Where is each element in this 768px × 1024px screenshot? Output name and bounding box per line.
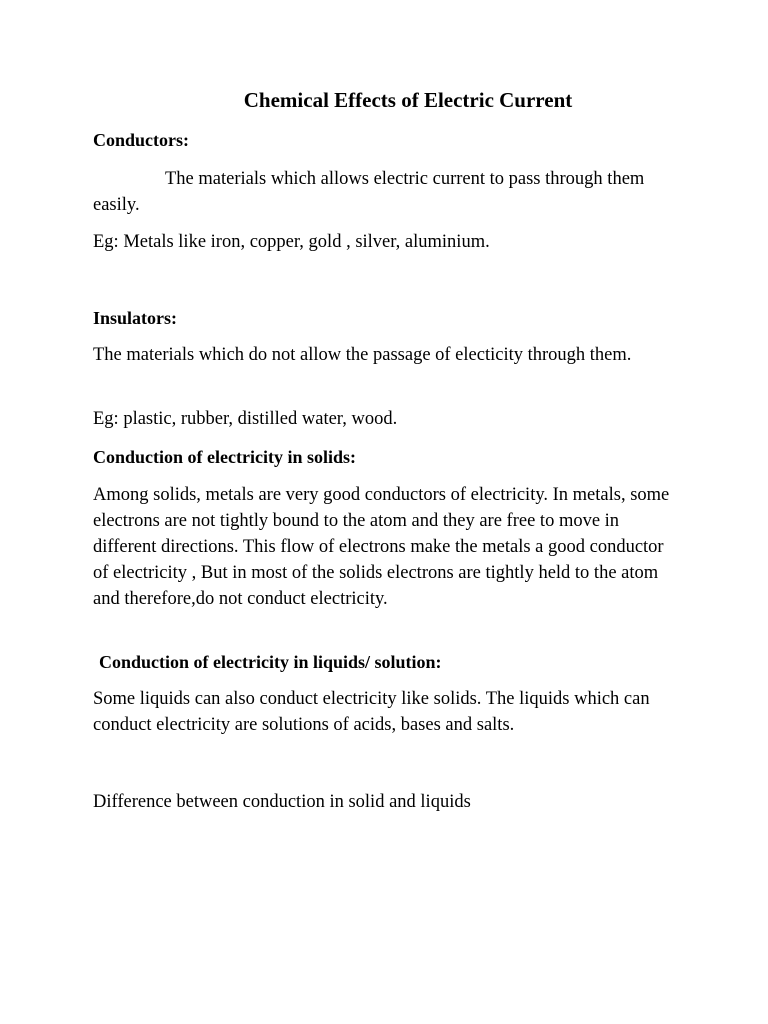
liquids-heading: Conduction of electricity in liquids/ solution: <box>99 652 442 672</box>
difference-text: Difference between conduction in solid and liquids <box>93 792 471 812</box>
solids-heading: Conduction of electricity in solids: <box>93 447 356 467</box>
insulators-example: Eg: plastic, rubber, distilled water, wood. <box>93 409 398 429</box>
document-title: Chemical Effects of Electric Current <box>243 88 573 112</box>
solids-body: Among solids, metals are very good conductors of electricity. In metals, some electrons are not tightly bound to the atom and they are free to move in different directions. This flow of electrons make the metals a good conductor of electricity , But in most of the solids electrons are tightly held to the atom and therefore,do not conduct electricity. <box>93 485 670 609</box>
conductors-example: Eg: Metals like iron, copper, gold , silver, aluminium. <box>93 232 490 252</box>
liquids-body: Some liquids can also conduct electricity like solids. The liquids which can conduct electricity are solutions of acids, bases and salts. <box>93 689 650 735</box>
insulators-heading: Insulators: <box>93 308 178 328</box>
insulators-definition: The materials which do not allow the passage of electicity through them. <box>93 345 632 365</box>
conductors-definition: The materials which allows electric current to pass through them easily. <box>93 169 645 215</box>
conductors-heading: Conductors: <box>93 130 190 150</box>
